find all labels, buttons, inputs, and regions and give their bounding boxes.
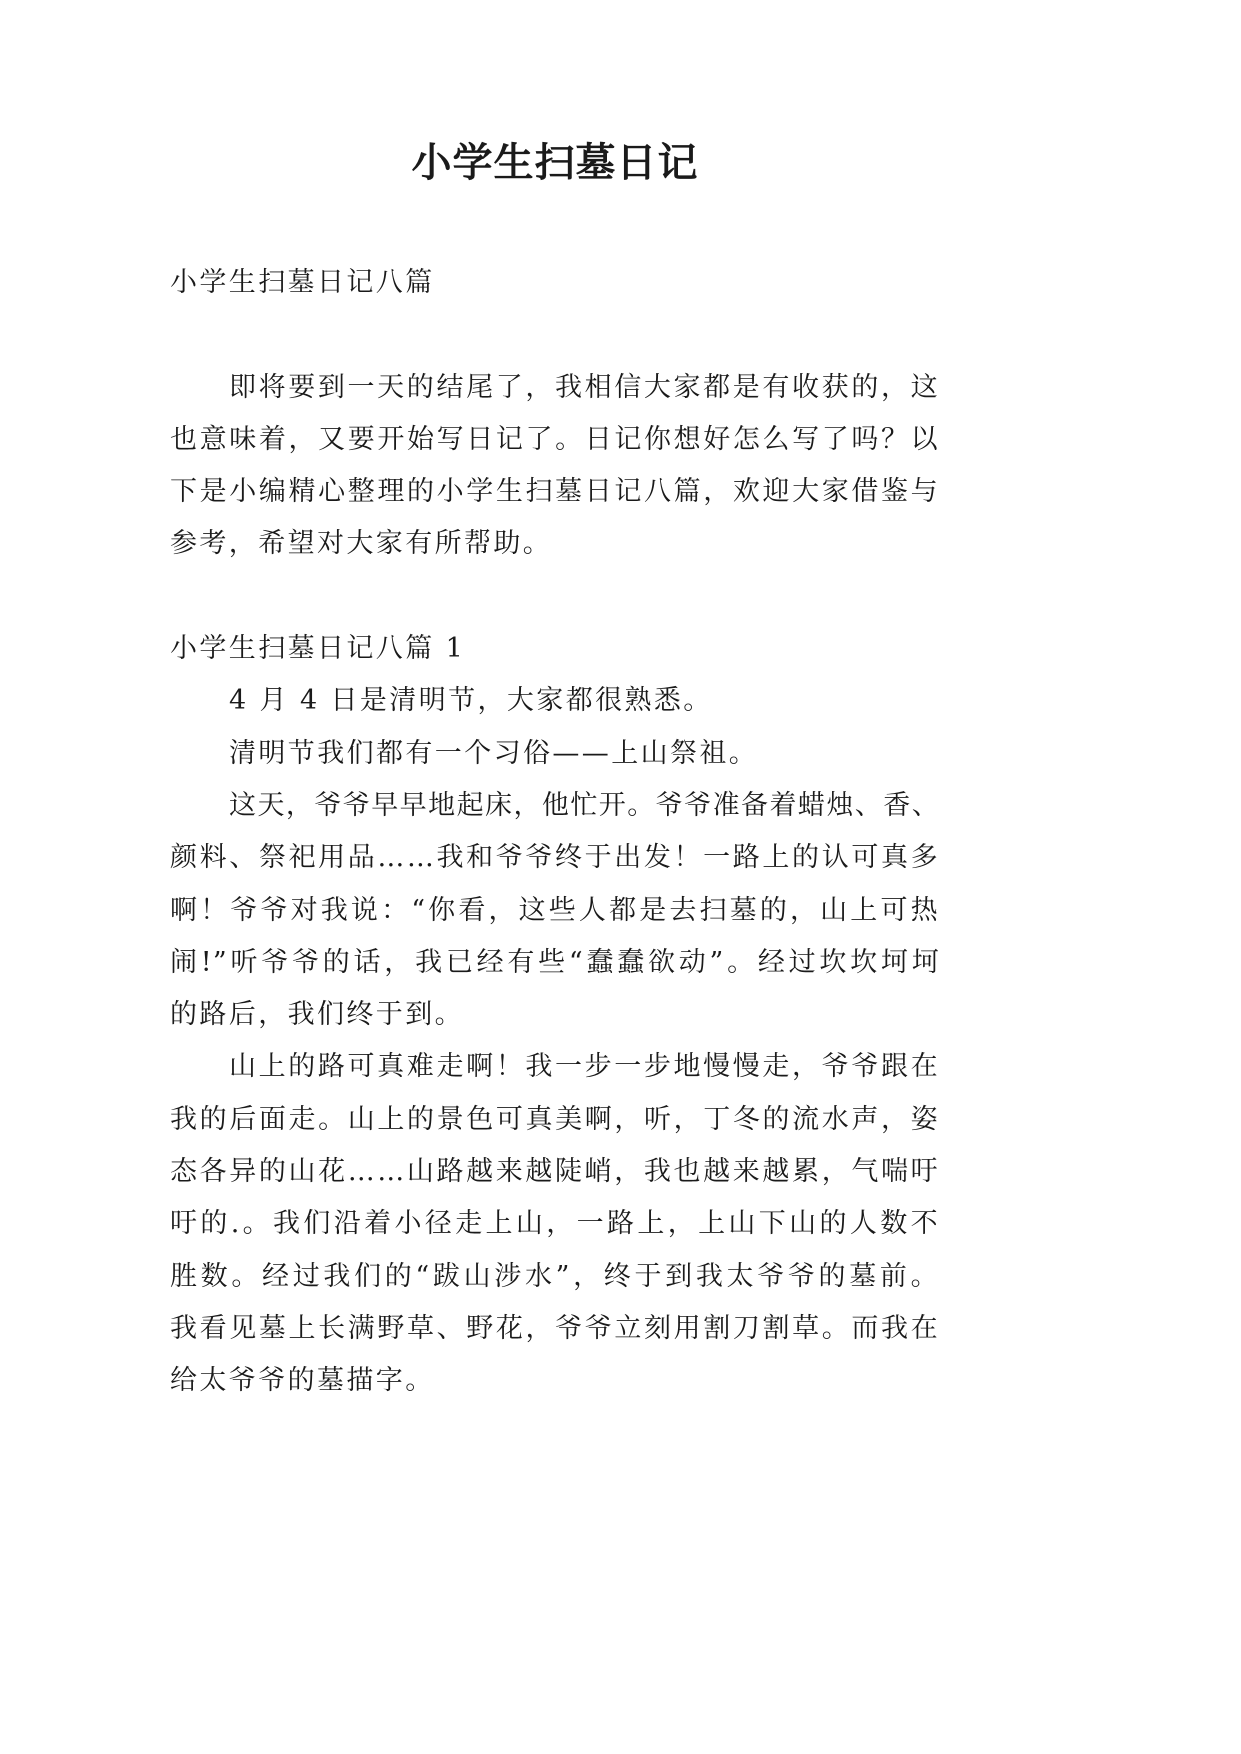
diary-section-1 [170, 623, 940, 1407]
paragraph-line: 这天，爷爷早早地起床，他忙开。爷爷准备着蜡烛、香、 [229, 789, 940, 821]
paragraph-line: 给太爷爷的墓描字。 [170, 1365, 435, 1397]
paragraph-line: 的路后，我们终于到。 [170, 999, 464, 1031]
document-subtitle: 小学生扫墓日记八篇 [170, 267, 435, 298]
intro-line: 参考，希望对大家有所帮助。 [170, 528, 553, 560]
document-title: 小学生扫墓日记 [411, 140, 699, 186]
paragraph-line: 吁的.。我们沿着小径走上山，一路上，上山下山的人数不 [170, 1208, 940, 1240]
section-heading: 小学生扫墓日记八篇 1 [170, 633, 466, 665]
intro-paragraph [170, 362, 940, 571]
paragraph-line: 颜料、祭祀用品……我和爷爷终于出发！一路上的认可真多 [170, 842, 940, 874]
paragraph-line: 4 月 4 日是清明节，大家都很熟悉。 [229, 685, 713, 717]
paragraph-line: 态各异的山花……山路越来越陡峭，我也越来越累，气喘吁 [170, 1156, 940, 1188]
paragraph-line: 山上的路可真难走啊！我一步一步地慢慢走，爷爷跟在 [229, 1051, 940, 1083]
intro-line: 下是小编精心整理的小学生扫墓日记八篇，欢迎大家借鉴与 [170, 476, 940, 508]
paragraph-line: 我的后面走。山上的景色可真美啊，听，丁冬的流水声，姿 [170, 1103, 940, 1135]
paragraph-line: 我看见墓上长满野草、野花，爷爷立刻用割刀割草。而我在 [170, 1312, 940, 1344]
section-paragraph [170, 780, 940, 1041]
paragraph-line: 胜数。经过我们的“跋山涉水”，终于到我太爷爷的墓前。 [170, 1260, 940, 1292]
paragraph-line: 啊！爷爷对我说：“你看，这些人都是去扫墓的，山上可热 [170, 894, 940, 926]
intro-line: 即将要到一天的结尾了，我相信大家都是有收获的，这 [229, 371, 940, 403]
paragraph-line: 闹!”听爷爷的话，我已经有些“蠢蠢欲动”。经过坎坎坷坷 [170, 946, 940, 978]
intro-line: 也意味着，又要开始写日记了。日记你想好怎么写了吗？以 [170, 423, 940, 455]
section-paragraph [170, 728, 940, 780]
section-paragraph [170, 675, 940, 727]
document-body [170, 257, 940, 1408]
paragraph-line: 清明节我们都有一个习俗——上山祭祖。 [229, 737, 759, 769]
section-paragraph [170, 1041, 940, 1407]
